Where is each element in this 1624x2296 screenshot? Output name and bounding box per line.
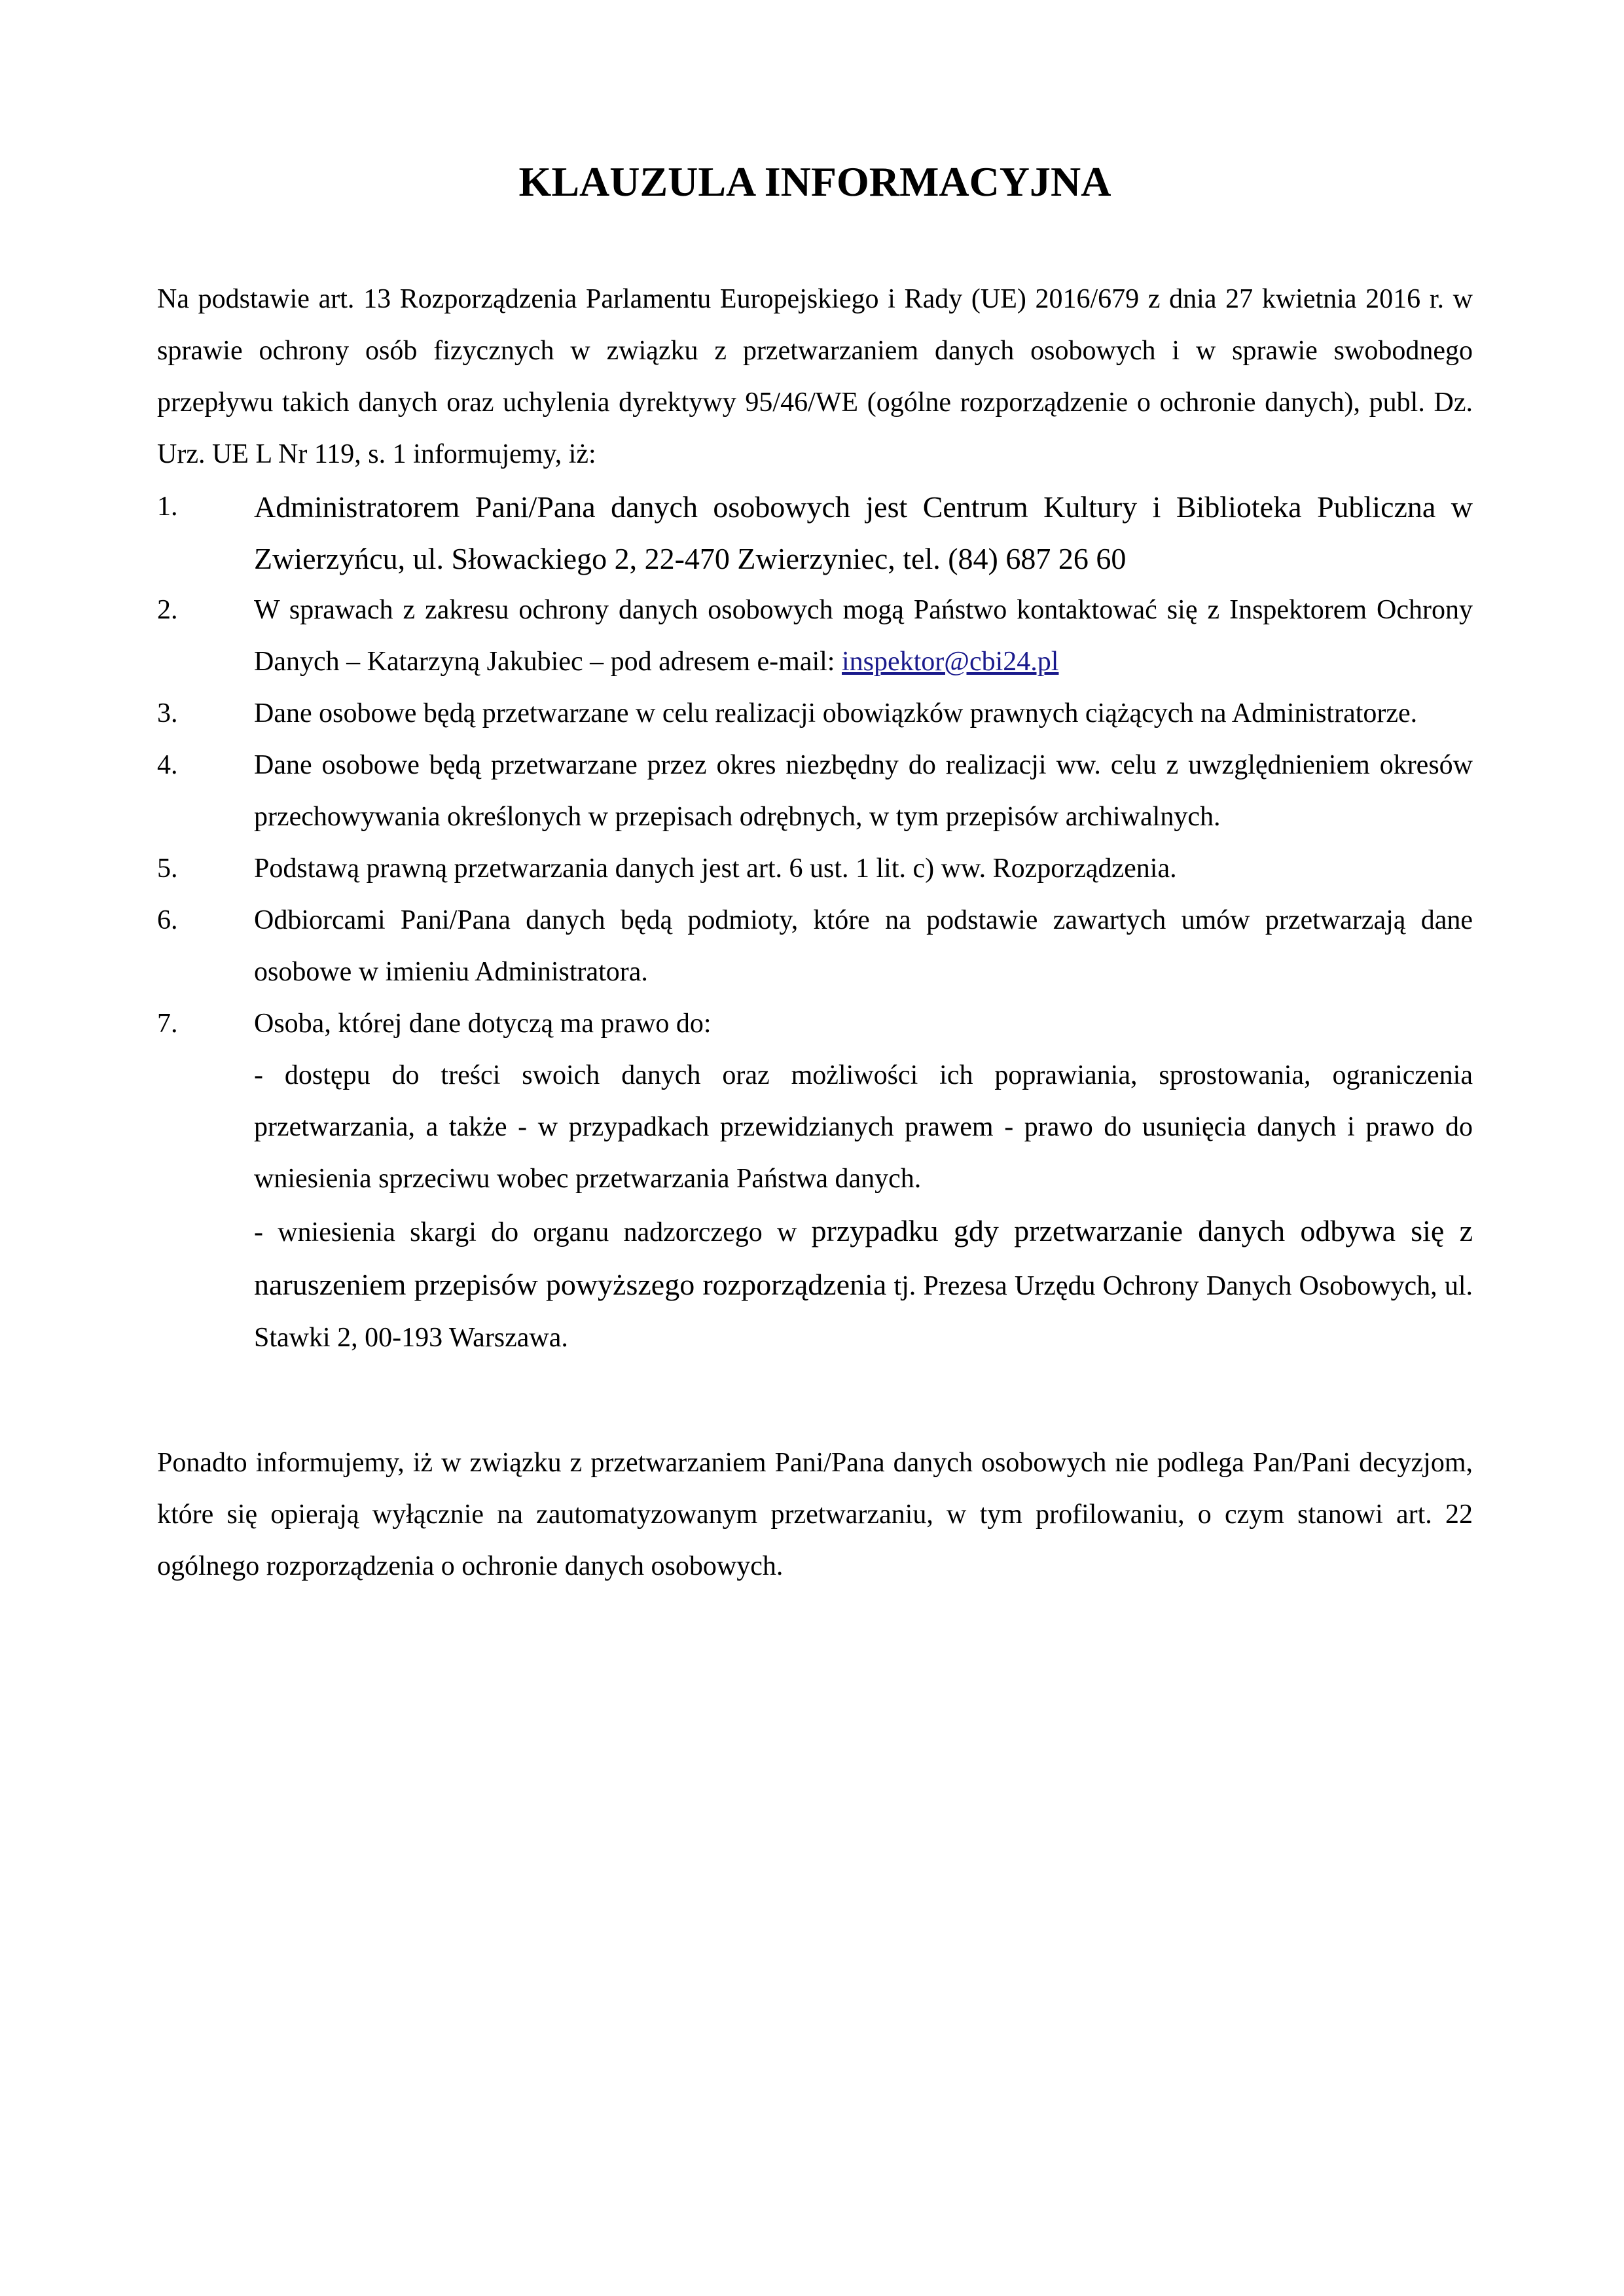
- outro-paragraph: Ponadto informujemy, iż w związku z przetwarzaniem Pani/Pana danych osobowych nie podlega Pan/Pani decyzjom, które się opierają wyłącznie na zautomatyzowanym przetwarzaniu, w tym profilowaniu, o czym stanowi art. 22 ogólnego rozporządzenia o ochronie danych osobowych.: [157, 1448, 1473, 1581]
- list-item-text: Osoba, której dane dotyczą ma prawo do:: [254, 1009, 712, 1039]
- list-number: 4.: [157, 750, 178, 780]
- list-item-3: [157, 688, 1473, 740]
- list-item-2: [157, 584, 1473, 688]
- list-item-text: Podstawą prawną przetwarzania danych jest art. 6 ust. 1 lit. c) ww. Rozporządzenia.: [254, 853, 1177, 884]
- list-item-text: W sprawach z zakresu ochrony danych osobowych mogą Państwo kontaktować się z Inspektorem Ochrony Danych – Katarzyną Jakubiec – pod adresem e-mail:: [254, 595, 1473, 677]
- list-number: 3.: [157, 698, 178, 728]
- document-title: KLAUZULA INFORMACYJNA: [518, 158, 1111, 205]
- list-number: 2.: [157, 595, 178, 625]
- list-number: 6.: [157, 905, 178, 935]
- sub-item-access-rights: - dostępu do treści swoich danych oraz możliwości ich poprawiania, sprostowania, ograniczenia przetwarzania, a także - w przypadkach przewidzianych prawem - prawo do usunięcia danych i prawo do wniesienia sprzeciwu wobec przetwarzania Państwa danych.: [254, 1060, 1473, 1194]
- intro-paragraph: Na podstawie art. 13 Rozporządzenia Parlamentu Europejskiego i Rady (UE) 2016/679 z dnia 27 kwietnia 2016 r. w sprawie ochrony osób fizycznych w związku z przetwarzaniem danych osobowych i w sprawie swobodnego przepływu takich danych oraz uchylenia dyrektywy 95/46/WE (ogólne rozporządzenie o ochronie danych), publ. Dz. Urz. UE L Nr 119, s. 1 informujemy, iż:: [157, 284, 1473, 469]
- list-item-text: Dane osobowe będą przetwarzane w celu realizacji obowiązków prawnych ciążących na Administratorze.: [254, 698, 1418, 728]
- list-number: 5.: [157, 853, 178, 884]
- list-number: 1.: [157, 492, 178, 522]
- sub-item-text: tj. Prezesa Urzędu Ochrony Danych Osobowych, ul. Stawki 2, 00-193 Warszawa.: [254, 1271, 1473, 1353]
- list-item-6: [157, 895, 1473, 998]
- email-link[interactable]: inspektor@cbi24.pl: [841, 647, 1059, 677]
- sub-item-complaint-right: [254, 1205, 1473, 1364]
- list-item-7: [157, 998, 1473, 1364]
- list-item-4: [157, 740, 1473, 843]
- clause-list: [157, 481, 1473, 1364]
- list-item-5: [157, 843, 1473, 895]
- list-number: 7.: [157, 1009, 178, 1039]
- list-item-text: Administratorem Pani/Pana danych osobowych jest Centrum Kultury i Biblioteka Publiczna w Zwierzyńcu, ul. Słowackiego 2, 22-470 Zwierzyniec, tel. (84) 687 26 60: [254, 490, 1473, 575]
- list-item-text: Odbiorcami Pani/Pana danych będą podmioty, które na podstawie zawartych umów przetwarzają dane osobowe w imieniu Administratora.: [254, 905, 1473, 987]
- list-item-1: [157, 481, 1473, 584]
- sub-item-text: przypadku gdy przetwarzanie danych odbywa się z naruszeniem przepisów powyższego rozporządzenia: [254, 1214, 1473, 1301]
- sub-item-text: - wniesienia skargi do organu nadzorczego w: [254, 1217, 812, 1247]
- list-item-text: Dane osobowe będą przetwarzane przez okres niezbędny do realizacji ww. celu z uwzględnieniem okresów przechowywania określonych w przepisach odrębnych, w tym przepisów archiwalnych.: [254, 750, 1473, 832]
